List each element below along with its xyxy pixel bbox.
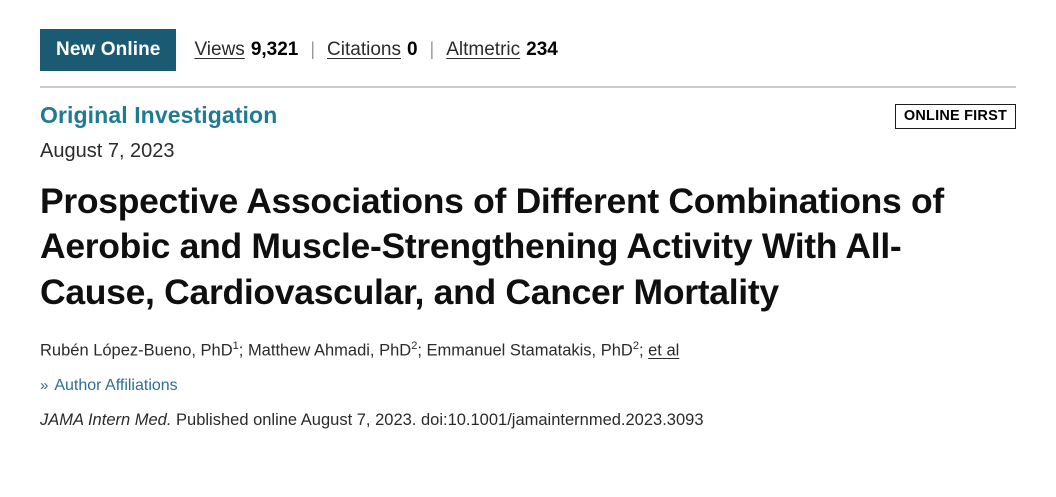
author-name[interactable]: Emmanuel Stamatakis, PhD [426,341,633,360]
citation-journal: JAMA Intern Med. [40,410,172,429]
citation-line [40,411,1016,430]
metric-altmetric[interactable] [446,39,558,61]
author-affiliation-marker: 1 [232,340,239,353]
author-name[interactable]: Rubén López-Bueno, PhD [40,341,233,360]
article-type-label[interactable]: Original Investigation [40,102,278,128]
publication-date: August 7, 2023 [40,140,175,162]
metric-citations-value: 0 [406,39,418,60]
metrics-list [194,39,557,61]
online-first-badge: ONLINE FIRST [895,104,1016,129]
metric-altmetric-value: 234 [526,39,558,60]
et-al-link[interactable]: et al [648,341,680,360]
author-separator: ; [238,341,248,360]
author-separator: ; [417,341,427,360]
author-affiliations-toggle[interactable] [40,377,1016,395]
author-separator: ; [638,341,649,360]
article-type-row [40,102,1016,129]
metric-separator: | [429,39,435,59]
metric-separator: | [310,39,316,59]
metric-views[interactable] [194,39,298,61]
author-name[interactable]: Matthew Ahmadi, PhD [247,341,412,360]
author-list [40,339,1016,363]
metric-views-label[interactable]: Views [194,39,245,60]
metrics-bar [40,0,1016,74]
metric-altmetric-label[interactable]: Altmetric [446,39,521,60]
author-affiliation-marker: 2 [411,340,418,353]
metric-citations[interactable] [327,39,418,61]
metric-citations-label[interactable]: Citations [327,39,401,60]
page-title: Prospective Associations of Different Combinations of Aerobic and Muscle-Strengthening Activity With All-Cause, Cardiovascular, and Cancer Mortality [40,181,944,312]
metric-views-value: 9,321 [250,39,299,60]
new-online-badge[interactable]: New Online [40,29,176,71]
author-affiliation-marker: 2 [632,340,639,353]
citation-details: Published online August 7, 2023. doi:10.1001/jamainternmed.2023.3093 [171,410,704,429]
author-affiliations-label[interactable]: Author Affiliations [54,376,178,394]
chevron-right-icon: » [40,377,49,395]
header-divider [40,86,1016,88]
